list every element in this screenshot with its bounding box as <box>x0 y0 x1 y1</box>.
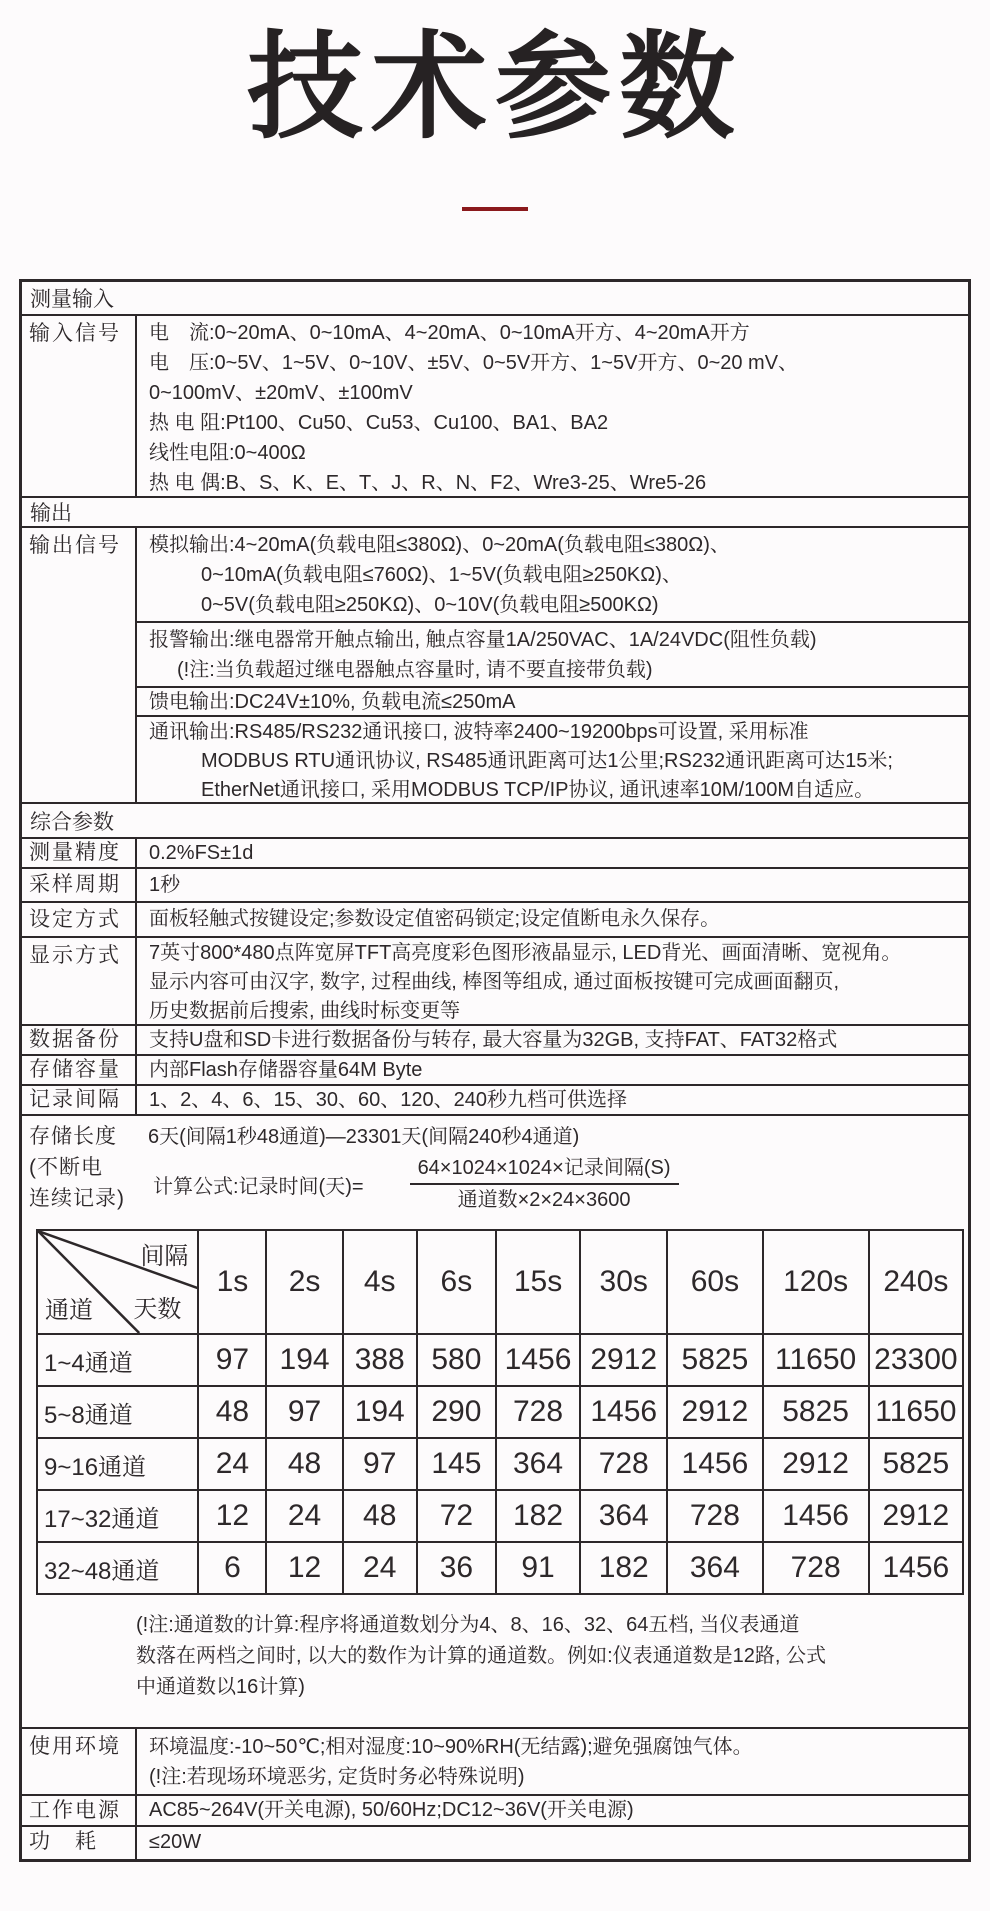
column-header: 240s <box>869 1230 963 1334</box>
row-label: 存储容量 <box>22 1056 137 1084</box>
row-output-signal <box>22 528 968 804</box>
table-cell: 2912 <box>667 1386 762 1438</box>
table-cell: 24 <box>343 1542 417 1594</box>
table-cell: 145 <box>417 1438 496 1490</box>
storage-table-header-row <box>37 1230 963 1334</box>
table-cell: 97 <box>343 1438 417 1490</box>
table-cell: 97 <box>266 1386 342 1438</box>
table-cell: 182 <box>580 1542 667 1594</box>
subrow-analog-output <box>137 528 968 623</box>
column-header: 1s <box>198 1230 266 1334</box>
value-line: 电 流:0~20mA、0~10mA、4~20mA、0~10mA开方、4~20mA开方 <box>149 322 750 344</box>
row-label: 数据备份 <box>22 1026 137 1054</box>
row-header: 5~8通道 <box>37 1386 198 1438</box>
row-power-consumption <box>22 1827 968 1859</box>
column-header: 15s <box>496 1230 580 1334</box>
row-record-interval <box>22 1086 968 1116</box>
table-cell: 11650 <box>869 1386 963 1438</box>
table-cell: 580 <box>417 1334 496 1386</box>
row-value: 面板轻触式按键设定;参数设定值密码锁定;设定值断电永久保存。 <box>149 908 721 930</box>
value-line: 显示内容可由汉字, 数字, 过程曲线, 棒图等组成, 通过面板按键可完成画面翻页, <box>149 971 840 993</box>
subrow-alarm-output <box>137 623 968 688</box>
table-row <box>37 1334 963 1386</box>
storage-table-corner-cell <box>37 1230 198 1334</box>
table-cell: 1456 <box>667 1438 762 1490</box>
table-cell: 2912 <box>763 1438 869 1490</box>
value-line: 历史数据前后搜索, 曲线时标变更等 <box>149 1000 461 1022</box>
value-line: MODBUS RTU通讯协议, RS485通讯距离可达1公里;RS232通讯距离可达15米; <box>201 749 893 772</box>
table-cell: 194 <box>343 1386 417 1438</box>
note-line: (!注:通道数的计算:程序将通道数划分为4、8、16、32、64五档, 当仪表通道 <box>136 1614 800 1636</box>
value-line: 线性电阻:0~400Ω <box>149 442 306 464</box>
table-cell: 728 <box>667 1490 762 1542</box>
table-cell: 194 <box>266 1334 342 1386</box>
corner-label-days: 天数 <box>133 1296 182 1323</box>
table-row <box>37 1386 963 1438</box>
fraction-denominator: 通道数×2×24×3600 <box>457 1189 631 1211</box>
row-header: 17~32通道 <box>37 1490 198 1542</box>
table-cell: 388 <box>343 1334 417 1386</box>
row-storage-length <box>22 1116 968 1729</box>
section-header-measure-input: 测量输入 <box>22 282 968 316</box>
table-cell: 48 <box>343 1490 417 1542</box>
table-cell: 6 <box>198 1542 266 1594</box>
table-cell: 2912 <box>869 1490 963 1542</box>
spec-table <box>19 279 971 1862</box>
value-line: 报警输出:继电器常开触点输出, 触点容量1A/250VAC、1A/24VDC(阻性负载) <box>149 629 817 652</box>
table-cell: 48 <box>198 1386 266 1438</box>
column-header: 4s <box>343 1230 417 1334</box>
row-label: 存储长度 (不断电 连续记录) <box>29 1125 125 1210</box>
section-header-output: 输出 <box>22 498 968 528</box>
table-cell: 12 <box>198 1490 266 1542</box>
row-value: 支持U盘和SD卡进行数据备份与转存, 最大容量为32GB, 支持FAT、FAT32格式 <box>149 1029 838 1051</box>
table-cell: 24 <box>266 1490 342 1542</box>
table-cell: 728 <box>496 1386 580 1438</box>
channel-count-note <box>136 1610 968 1703</box>
corner-label-interval: 间隔 <box>140 1243 189 1270</box>
value-line: 0~5V(负载电阻≥250KΩ)、0~10V(负载电阻≥500KΩ) <box>201 594 659 616</box>
value-line: (!注:若现场环境恶劣, 定货时务必特殊说明) <box>149 1766 525 1788</box>
table-cell: 36 <box>417 1542 496 1594</box>
column-header: 2s <box>266 1230 342 1334</box>
row-label: 显示方式 <box>22 938 137 1024</box>
table-cell: 48 <box>266 1438 342 1490</box>
table-cell: 72 <box>417 1490 496 1542</box>
row-storage-capacity <box>22 1056 968 1086</box>
table-cell: 5825 <box>763 1386 869 1438</box>
table-cell: 23300 <box>869 1334 963 1386</box>
table-cell: 12 <box>266 1542 342 1594</box>
table-cell: 91 <box>496 1542 580 1594</box>
value-line: EtherNet通讯接口, 采用MODBUS TCP/IP协议, 通讯速率10M/100M自适应。 <box>201 778 875 801</box>
column-header: 60s <box>667 1230 762 1334</box>
column-header: 120s <box>763 1230 869 1334</box>
formula-prefix: 计算公式:记录时间(天)= <box>153 1175 364 1198</box>
table-row <box>37 1438 963 1490</box>
storage-range-text: 6天(间隔1秒48通道)—23301天(间隔240秒4通道) <box>148 1126 580 1148</box>
output-subrows <box>137 528 968 802</box>
storage-days-table <box>36 1229 964 1595</box>
table-cell: 24 <box>198 1438 266 1490</box>
subrow-feed-output: 馈电输出:DC24V±10%, 负载电流≤250mA <box>137 688 968 717</box>
table-cell: 1456 <box>580 1386 667 1438</box>
value-line: (!注:当负载超过继电器触点容量时, 请不要直接带负载) <box>177 659 653 682</box>
table-cell: 728 <box>580 1438 667 1490</box>
title-underline-divider <box>462 207 528 211</box>
storage-formula <box>153 1156 968 1212</box>
row-label: 设定方式 <box>22 903 137 936</box>
row-label: 记录间隔 <box>22 1086 137 1114</box>
row-value <box>137 938 968 1024</box>
row-label: 采样周期 <box>22 869 137 901</box>
value-line: 0~10mA(负载电阻≤760Ω)、1~5V(负载电阻≥250KΩ)、 <box>201 564 682 586</box>
table-cell: 364 <box>667 1542 762 1594</box>
section-header-general: 综合参数 <box>22 804 968 839</box>
note-line: 数落在两档之间时, 以大的数作为计算的通道数。例如:仪表通道数是12路, 公式 <box>136 1645 827 1667</box>
row-accuracy <box>22 839 968 869</box>
table-cell: 97 <box>198 1334 266 1386</box>
value-line: 热 电 阻:Pt100、Cu50、Cu53、Cu100、BA1、BA2 <box>149 412 609 434</box>
row-value: AC85~264V(开关电源), 50/60Hz;DC12~36V(开关电源) <box>149 1799 634 1821</box>
table-cell: 1456 <box>869 1542 963 1594</box>
row-label: 工作电源 <box>22 1796 137 1825</box>
row-label: 输入信号 <box>22 316 137 496</box>
row-value: ≤20W <box>149 1831 202 1853</box>
table-cell: 182 <box>496 1490 580 1542</box>
table-cell: 728 <box>763 1542 869 1594</box>
formula-fraction <box>410 1156 679 1212</box>
row-value: 1秒 <box>149 874 181 896</box>
row-value: 1、2、4、6、15、30、60、120、240秒九档可供选择 <box>149 1089 627 1111</box>
row-header: 1~4通道 <box>37 1334 198 1386</box>
table-row <box>37 1490 963 1542</box>
value-line: 热 电 偶:B、S、K、E、T、J、R、N、F2、Wre3-25、Wre5-26 <box>149 472 707 494</box>
table-cell: 11650 <box>763 1334 869 1386</box>
row-input-signal <box>22 316 968 498</box>
table-cell: 5825 <box>667 1334 762 1386</box>
column-header: 30s <box>580 1230 667 1334</box>
value-line: 7英寸800*480点阵宽屏TFT高亮度彩色图形液晶显示, LED背光、画面清晰、宽视角。 <box>149 942 902 964</box>
page-title: 技术参数 <box>247 22 743 152</box>
fraction-numerator: 64×1024×1024×记录间隔(S) <box>410 1156 679 1185</box>
row-display-mode <box>22 938 968 1026</box>
row-environment <box>22 1729 968 1796</box>
row-label: 测量精度 <box>22 839 137 867</box>
value-line: 环境温度:-10~50℃;相对湿度:10~90%RH(无结露);避免强腐蚀气体。 <box>149 1736 753 1758</box>
row-value <box>137 1729 968 1794</box>
table-cell: 364 <box>580 1490 667 1542</box>
table-cell: 290 <box>417 1386 496 1438</box>
table-cell: 1456 <box>496 1334 580 1386</box>
row-value: 内部Flash存储器容量64M Byte <box>149 1059 423 1081</box>
value-line: 电 压:0~5V、1~5V、0~10V、±5V、0~5V开方、1~5V开方、0~20 mV、 <box>149 352 799 374</box>
corner-label-channel: 通道 <box>45 1297 93 1324</box>
value-line: 模拟输出:4~20mA(负载电阻≤380Ω)、0~20mA(负载电阻≤380Ω)、 <box>149 534 730 556</box>
row-label: 使用环境 <box>22 1729 137 1794</box>
table-cell: 364 <box>496 1438 580 1490</box>
value-line: 通讯输出:RS485/RS232通讯接口, 波特率2400~19200bps可设置, 采用标准 <box>149 720 809 743</box>
row-value: 0.2%FS±1d <box>149 842 254 864</box>
row-header: 9~16通道 <box>37 1438 198 1490</box>
table-cell: 2912 <box>580 1334 667 1386</box>
table-cell: 1456 <box>763 1490 869 1542</box>
table-cell: 5825 <box>869 1438 963 1490</box>
row-sample-period <box>22 869 968 903</box>
column-header: 6s <box>417 1230 496 1334</box>
subrow-comm-output <box>137 717 968 802</box>
row-value <box>137 316 968 496</box>
row-label: 功 耗 <box>22 1827 137 1859</box>
row-header: 32~48通道 <box>37 1542 198 1594</box>
row-power-supply <box>22 1796 968 1827</box>
table-row <box>37 1542 963 1594</box>
row-setting-mode <box>22 903 968 938</box>
value-line: 0~100mV、±20mV、±100mV <box>149 382 413 404</box>
row-data-backup <box>22 1026 968 1056</box>
row-label: 输出信号 <box>22 528 137 802</box>
note-line: 中通道数以16计算) <box>136 1676 305 1698</box>
